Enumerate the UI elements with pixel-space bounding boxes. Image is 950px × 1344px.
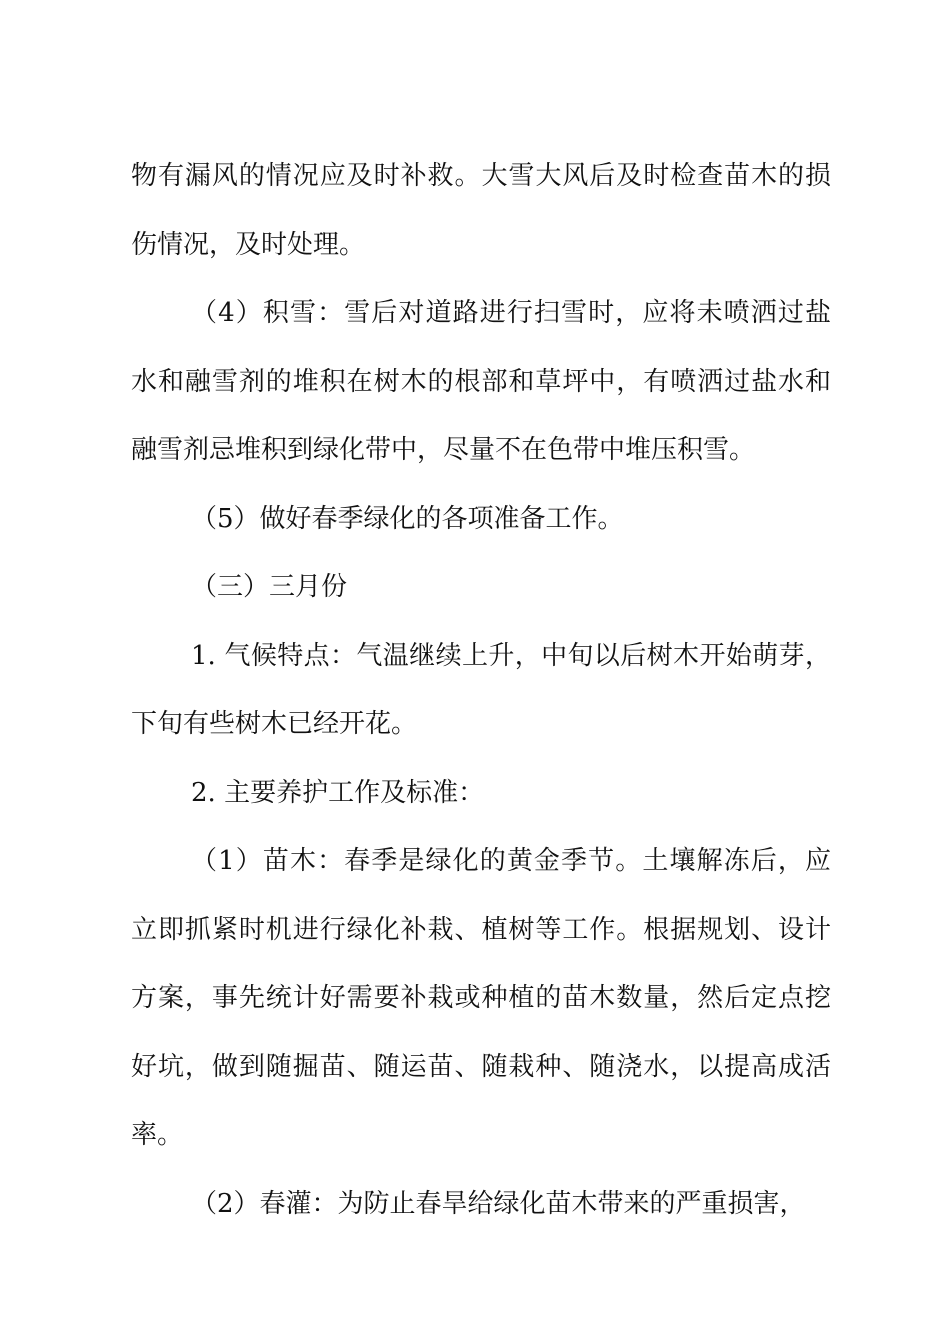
document-body [131, 142, 831, 1238]
paragraph-maintenance-standards: 2. 主要养护工作及标准： [191, 777, 485, 808]
paragraph-seedlings: （1）苗木：春季是绿化的黄金季节。土壤解冻后，应立即抓紧时机进行绿化补栽、植树等工作。根据规划、设计方案，事先统计好需要补栽或种植的苗木数量，然后定点挖好坑，做到随掘苗、随运苗、随栽种、随浇水，以提高成活率。 [131, 846, 831, 1150]
paragraph-continued: 物有漏风的情况应及时补救。大雪大风后及时检查苗木的损伤情况，及时处理。 [131, 161, 831, 260]
paragraph-spring-preparation: （5）做好春季绿化的各项准备工作。 [191, 503, 624, 534]
heading-march: （三）三月份 [191, 572, 348, 602]
paragraph-snow-accumulation: （4）积雪：雪后对道路进行扫雪时，应将未喷洒过盐水和融雪剂的堆积在树木的根部和草坪中，有喷洒过盐水和融雪剂忌堆积到绿化带中，尽量不在色带中堆压积雪。 [131, 298, 831, 465]
paragraph-climate-features: 1. 气候特点：气温继续上升，中旬以后树木开始萌芽，下旬有些树木已经开花。 [131, 640, 831, 739]
paragraph-spring-irrigation: （2）春灌：为防止春旱给绿化苗木带来的严重损害， [191, 1188, 806, 1219]
